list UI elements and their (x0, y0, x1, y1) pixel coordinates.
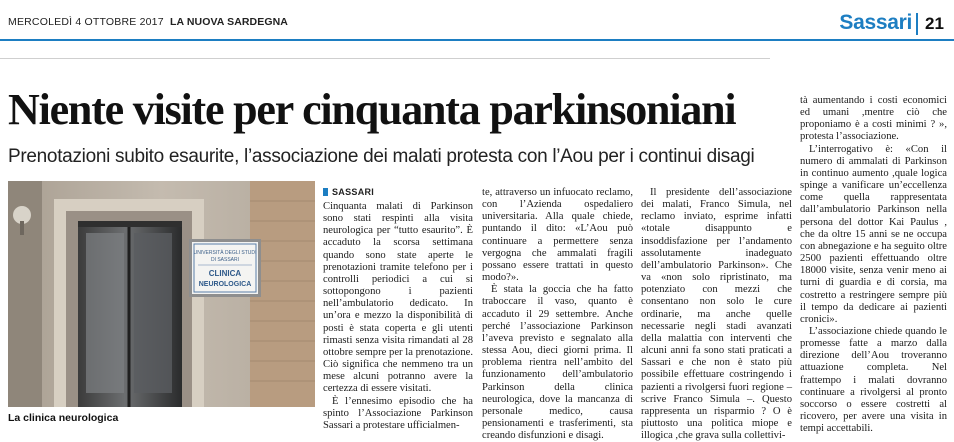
page-header-dateline (8, 16, 288, 28)
paragraph: È l’ennesimo episodio che ha spinto l’Associazione Parkinson Sassari a protestare ufficialmen- (323, 395, 473, 431)
header-separator (916, 13, 918, 35)
thin-divider (0, 58, 770, 59)
paragraph: Cinquanta malati di Parkinson sono stati respinti alla visita neurologica per “tutto esaurito”. È accaduto la scorsa settimana quando sono state aperte le prenotazioni tramite telefono per i controlli periodici a cui si sottopongono i pazienti nell’ambulatorio dedicato. In un’ora e mezzo la disponibilità di posti è stata coperta e gli utenti rimasti senza visita rimandati al 28 ottobre sempre per la prenotazione. Ciò significa che nemmeno tra un mese alcuni potranno avere la certezza di essere visitati. (323, 201, 473, 395)
clinic-entrance-illustration (8, 181, 315, 407)
kicker-marker (323, 188, 328, 196)
sign-text-line2: DI SASSARI (210, 257, 240, 263)
sign-text-line4: NEUROLOGICA (198, 281, 252, 288)
kicker-label: SASSARI (332, 187, 375, 197)
article-headline: Niente visite per cinquanta parkinsoniani (8, 85, 736, 134)
paragraph: tà aumentando i costi economici ed umani ,mentre ciò che proponiamo è a costi minimi ? », protesta l’associazione. (800, 95, 947, 143)
issue-date: MERCOLEDÌ 4 OTTOBRE 2017 (8, 16, 164, 28)
body-column-2 (482, 187, 633, 442)
photo-caption: La clinica neurologica (8, 412, 119, 424)
paragraph: L’interrogativo è: «Con il numero di ammalati di Parkinson in continuo aumento ,quale logica spinge a vanificare un’eccellenza come quella rappresentata dall’ambulatorio Parkinson nella persona del dottor Kai Paulus , che da oltre 15 anni se ne occupa con abnegazione e ha seguito oltre 2500 pazienti effettuando oltre 18000 visite, senza venir meno ai turni di guardia e di corsia, ma costretto a restringere sempre più il tempo da dedicare ai pazienti cronici». (800, 143, 947, 325)
paragraph: L’associazione chiede quando le promesse fatte a marzo dalla direzione dell’Aou troveranno attuazione completa. Nel frattempo i malati dovranno continuare a rivolgersi al pronto soccorso o essere costretti al ricovero, per avere una visita in tempi accettabili. (800, 325, 947, 435)
article-subheadline: Prenotazioni subito esaurite, l’associazione dei malati protesta con l’Aou per i continui disagi (8, 146, 755, 167)
paragraph: È stata la goccia che ha fatto traboccare il vaso, quanto è accaduto il 29 settembre. Anche perché l’associazione Parkinson l’aveva previsto e segnalato alla stessa Aou, dieci giorni prima. Il problema rientra nell’ambito del funzionamento dell’ambulatorio Parkinson della clinica neurologica, dove la mancanza di personale medico, causa pensionamenti e trasferimenti, sta creando disfunzioni e disagi. (482, 284, 633, 442)
header-rule (0, 39, 954, 41)
paragraph: Il presidente dell’associazione dei malati, Franco Simula, nel reclamo inviato, esprime infatti «totale disappunto e insoddisfazione per l’andamento assolutamente inadeguato dell’ambulatorio Parkinson». Che va «non solo ripristinato, ma potenziato con mezzi che consentano non solo le cure ordinarie, ma anche quelle necessarie negli stadi avanzati della malattia con interventi che alcuni anni fa sono stati praticati a Sassari e che non è stato più possibile effettuare costringendo i pazienti a rivolgersi fuori regione – scrive Franco Simula –. Questo rappresenta un risparmio ? O è piuttosto una politica miope e illogica ,che grava sulla collettivi- (641, 187, 792, 442)
newspaper-name: LA NUOVA SARDEGNA (170, 16, 288, 28)
page-number: 21 (925, 14, 944, 33)
sign-text-line1: UNIVERSITÀ DEGLI STUDI (193, 250, 257, 256)
paragraph: te, attraverso un infuocato reclamo, con l’Azienda ospedaliero universitaria. Alla quale chiede, puntando il dito: «L’Aou può continuare a permettere senza vergogna che ammalati fragili possano essere trattati in questo modo?». (482, 187, 633, 284)
body-column-1 (323, 201, 473, 431)
section-title: Sassari (839, 11, 912, 34)
sign-text-line3: CLINICA (208, 269, 242, 278)
body-column-4 (800, 95, 947, 435)
body-column-3 (641, 187, 792, 442)
article-photo (8, 181, 315, 407)
article-kicker (323, 187, 374, 197)
